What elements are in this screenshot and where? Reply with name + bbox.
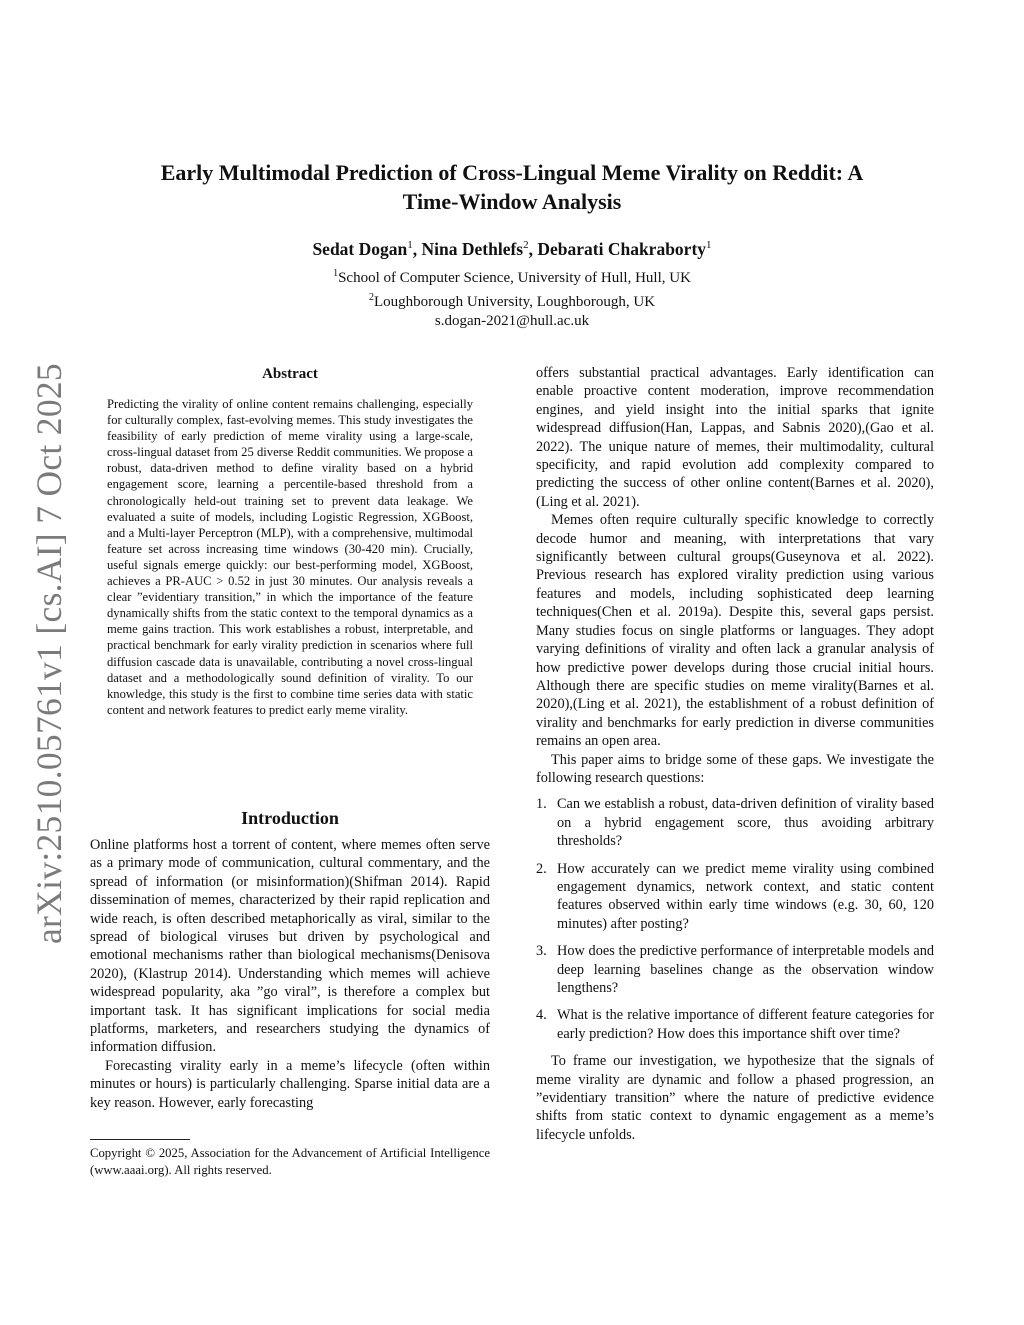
arxiv-identifier-stamp: arXiv:2510.05761v1 [cs.AI] 7 Oct 2025 [29, 363, 69, 944]
title-line-2: Time-Window Analysis [402, 189, 622, 214]
abstract-heading: Abstract [262, 366, 318, 382]
author-name: Sedat Dogan [312, 238, 408, 259]
research-questions-list [536, 795, 934, 1043]
footnote-rule [90, 1139, 190, 1140]
author-affiliation-mark: 1 [407, 239, 413, 251]
intro-paragraph-1: Online platforms host a torrent of content, where memes often serve as a primary mode of communication, cultural commentary, and the spread of information (or misinformation)(Shifman 2014). Rapid dissemination of memes, characterized by their rapid replication and wide reach, is often described metaphorically as viral, similar to the spread of biological viruses but driven by psychological and emotional mechanisms rather than biological mechanisms(Denisova 2020), (Klastrup 2014). Understanding which memes will achieve widespread popularity, aka ”go viral”, is therefore a complex but important task. It has significant implications for social media platforms, marketers, and researchers studying the dynamics of information diffusion. [90, 837, 490, 1056]
research-question: 2. How accurately can we predict meme virality using combined engagement dynamics, network context, and static content features observed within early time windows (e.g. 30, 60, 120 minutes) after posting? [536, 860, 934, 932]
paper-title [90, 158, 934, 216]
right-column [536, 364, 934, 1144]
intro-paragraph-2: Forecasting virality early in a meme’s lifecycle (often within minutes or hours) is particularly challenging. Sparse initial data are a key reason. However, early forecasting [90, 1057, 490, 1111]
author-affiliation-mark: 2 [523, 239, 529, 251]
affiliation-line: $^2$Loughborough University, Loughborough, UK [368, 292, 656, 310]
research-question: 1. Can we establish a robust, data-driven definition of virality based on a hybrid engagement score, thus avoiding arbitrary thresholds? [536, 796, 934, 850]
copyright-footnote: Copyright © 2025, Association for the Advancement of Artificial Intelligence (www.aaai.org). All rights reserved. [90, 1146, 490, 1177]
author-separator: , [412, 238, 422, 259]
introduction-heading: Introduction [241, 808, 339, 828]
author-list [90, 233, 934, 261]
affiliation-line: $^1$School of Computer Science, University of Hull, Hull, UK [333, 268, 691, 286]
author-name: Nina Dethlefs [421, 238, 524, 259]
author-affiliation-mark: 1 [706, 239, 712, 251]
author-separator: , [528, 238, 538, 259]
right-paragraph-1: offers substantial practical advantages. Early identification can enable proactive content moderation, improve recommendation engines, and yield insight into the initial sparks that ignite widespread diffusion(Han, Lappas, and Sabnis 2020),(Gao et al. 2022). The unique nature of memes, their multimodality, cultural specificity, and rapid evolution add complexity compared to predicting the success of other online content(Barnes et al. 2020),(Ling et al. 2021). [536, 365, 934, 510]
right-paragraph-4: To frame our investigation, we hypothesize that the signals of meme virality are dynamic and follow a phased progression, an ”evidentiary transition” where the nature of predictive evidence shifts from static context to dynamic engagement as a meme’s lifecycle unfolds. [536, 1053, 934, 1143]
introduction-body [90, 836, 490, 1112]
author-email: s.dogan-2021@hull.ac.uk [434, 313, 590, 329]
right-paragraph-3: This paper aims to bridge some of these gaps. We investigate the following research questions: [536, 751, 934, 786]
research-question: 4. What is the relative importance of different feature categories for early prediction? How does this importance shift over time? [536, 1007, 934, 1042]
right-paragraph-2: Memes often require culturally specific knowledge to correctly decode humor and meaning, with interpretations that vary significantly between cultural groups(Guseynova et al. 2022). Previous research has explored virality prediction using various features and models, including sophisticated deep learning techniques(Chen et al. 2019a). Despite this, several gaps persist. Many studies focus on single platforms or languages. They adopt varying definitions of virality and often lack a granular analysis of how predictive power develops during those crucial initial hours. Although there are specific studies on meme virality(Barnes et al. 2020),(Ling et al. 2021), the establishment of a robust definition of virality and benchmarks for early prediction in diverse communities remains an open area. [536, 512, 934, 750]
research-question: 3. How does the predictive performance of interpretable models and deep learning baselines change as the observation window lengthens? [536, 943, 934, 996]
abstract-text: Predicting the virality of online content remains challenging, especially for culturally complex, fast-evolving memes. This study investigates the feasibility of early prediction of meme virality using a large-scale, cross-lingual dataset from 25 diverse Reddit communities. We propose a robust, data-driven method to define virality based on a hybrid engagement score, learning a percentile-based threshold from a chronologically held-out training set to prevent data leakage. We evaluated a suite of models, including Logistic Regression, XGBoost, and a Multi-layer Perceptron (MLP), with a comprehensive, multimodal feature set across increasing time windows (30-420 min). Crucially, useful signals emerge quickly: our best-performing model, XGBoost, achieves a PR-AUC > 0.52 in just 30 minutes. Our analysis reveals a clear ”evidentiary transition,” in which the importance of the feature dynamically shifts from the static context to the temporal dynamics as a meme gains traction. This work establishes a robust, interpretable, and practical benchmark for early virality prediction in scenarios where full diffusion cascade data is unavailable, contributing a novel cross-lingual dataset and a methodologically sound definition of virality. To our knowledge, this study is the first to combine time series data with static content and network features to predict early meme virality. [107, 397, 473, 717]
title-line-1: Early Multimodal Prediction of Cross-Lingual Meme Virality on Reddit: A [160, 160, 864, 185]
affiliations [90, 264, 934, 331]
author-name: Debarati Chakraborty [537, 238, 707, 259]
